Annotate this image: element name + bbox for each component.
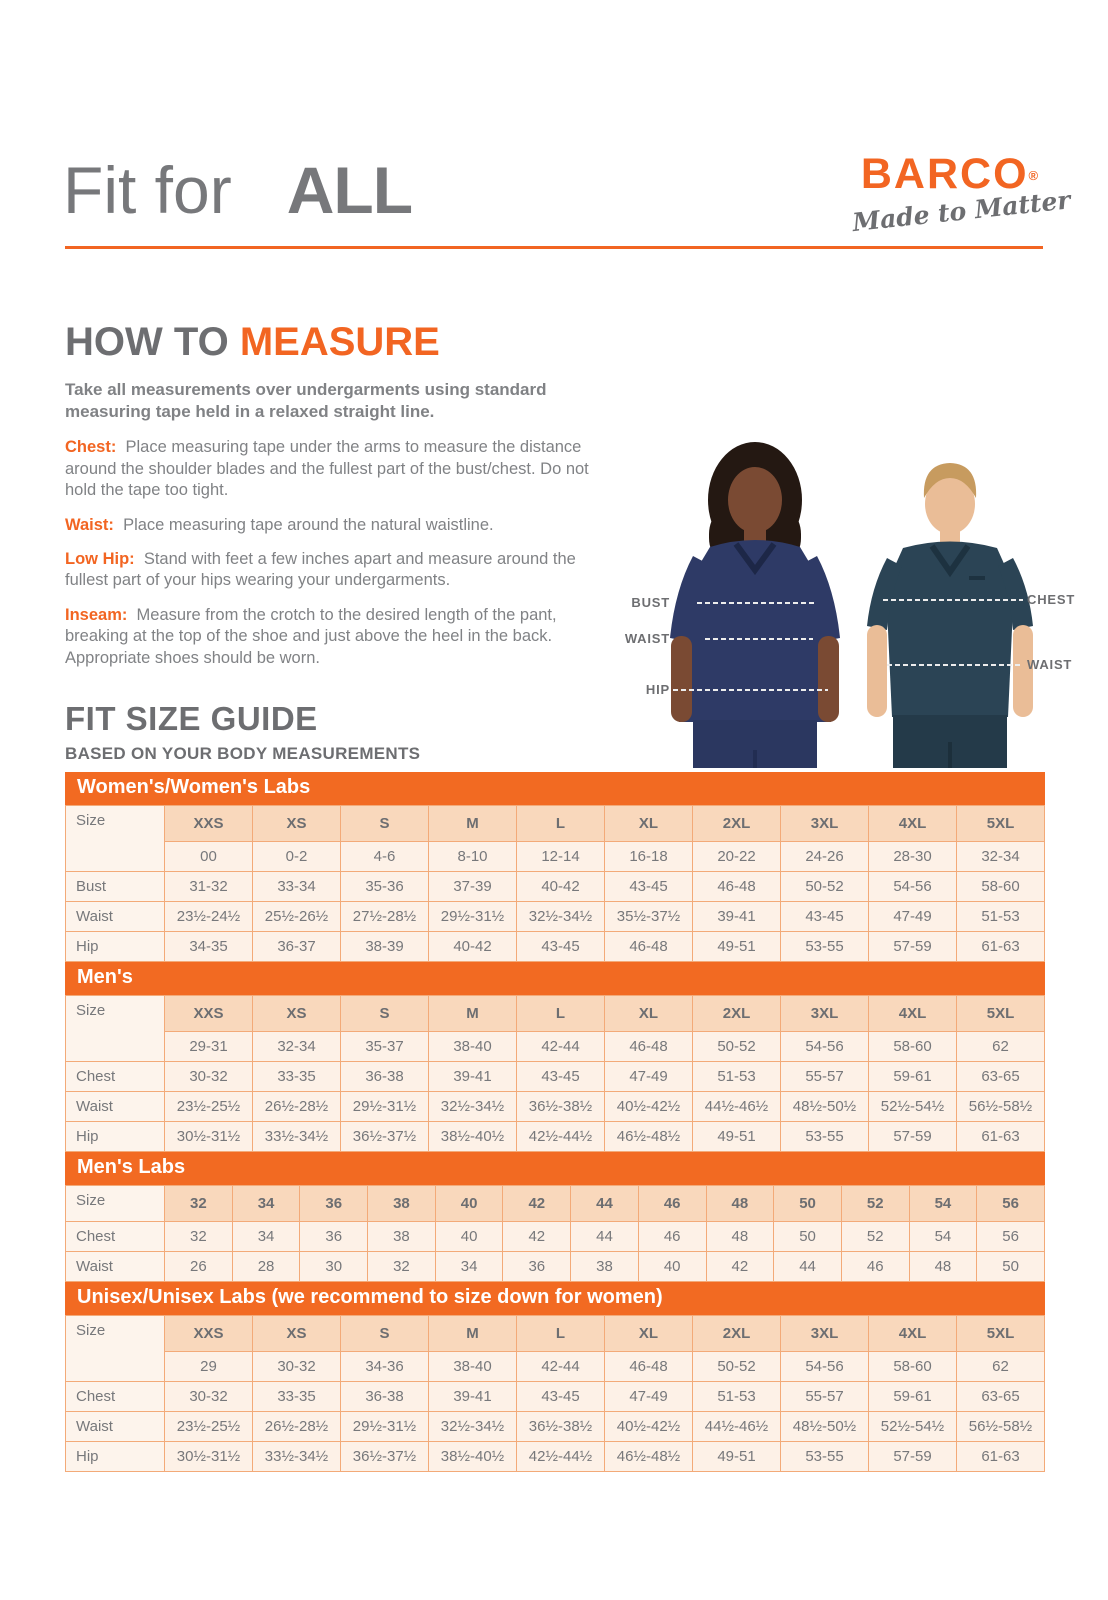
measurement-cell: 33-34 [253, 872, 341, 902]
size-header-cell: XXS [165, 996, 253, 1032]
measurement-cell: 51-53 [693, 1382, 781, 1412]
size-header-cell: 2XL [693, 996, 781, 1032]
size-header-cell: XL [605, 1316, 693, 1352]
size-row-label: Size [66, 806, 165, 872]
how-to-measure-heading [65, 320, 590, 365]
size-header-cell: 4XL [869, 1316, 957, 1352]
size-header-cell: M [429, 806, 517, 842]
size-header-cell: 2XL [693, 806, 781, 842]
measurement-cell: 51-53 [957, 902, 1045, 932]
measurement-cell: 34 [435, 1252, 503, 1282]
size-table [65, 805, 1045, 962]
brand-name [852, 150, 1047, 198]
registered-mark: ® [1028, 168, 1039, 183]
size-header-cell: 54 [909, 1186, 977, 1222]
size-header-cell: XL [605, 806, 693, 842]
measure-item-label: Inseam: [65, 605, 128, 624]
measurement-cell: 54 [909, 1222, 977, 1252]
measurement-cell: 30½-31½ [165, 1122, 253, 1152]
row-label: Bust [66, 872, 165, 902]
measurement-cell: 29½-31½ [341, 1412, 429, 1442]
size-header-cell: 5XL [957, 806, 1045, 842]
measurement-cell: 43-45 [517, 932, 605, 962]
size-number-cell: 58-60 [869, 1032, 957, 1062]
size-table [65, 1315, 1045, 1472]
measurement-row [66, 1412, 1045, 1442]
table-title-band: Men's Labs [65, 1152, 1045, 1185]
measurement-cell: 32½-34½ [429, 1412, 517, 1442]
measurement-cell: 29½-31½ [429, 902, 517, 932]
size-header-cell: XXS [165, 1316, 253, 1352]
size-header-cell: 56 [977, 1186, 1045, 1222]
measurement-row [66, 902, 1045, 932]
measurement-cell: 34 [232, 1222, 300, 1252]
size-number-cell: 54-56 [781, 1032, 869, 1062]
size-number-cell: 28-30 [869, 842, 957, 872]
measurement-cell: 29½-31½ [341, 1092, 429, 1122]
measurement-cell: 43-45 [781, 902, 869, 932]
measurement-cell: 33½-34½ [253, 1442, 341, 1472]
table-title-band: Men's [65, 962, 1045, 995]
measurement-cell: 23½-25½ [165, 1092, 253, 1122]
size-table [65, 995, 1045, 1152]
size-number-cell: 50-52 [693, 1032, 781, 1062]
size-number-cell: 42-44 [517, 1032, 605, 1062]
fit-size-guide-section [65, 700, 1045, 1472]
size-number-cell: 29-31 [165, 1032, 253, 1062]
size-header-cell: S [341, 996, 429, 1032]
measurement-cell: 33½-34½ [253, 1122, 341, 1152]
size-number-cell: 58-60 [869, 1352, 957, 1382]
size-header-cell: 4XL [869, 806, 957, 842]
row-label: Waist [66, 1412, 165, 1442]
measurement-cell: 57-59 [869, 1122, 957, 1152]
measurement-cell: 27½-28½ [341, 902, 429, 932]
size-number-cell: 4-6 [341, 842, 429, 872]
size-number-cell: 46-48 [605, 1352, 693, 1382]
measurement-cell: 36 [300, 1222, 368, 1252]
size-header-cell: L [517, 996, 605, 1032]
size-header-cell: 32 [165, 1186, 233, 1222]
measurement-cell: 38 [571, 1252, 639, 1282]
size-number-row [66, 1032, 1045, 1062]
measurement-cell: 50 [977, 1252, 1045, 1282]
size-header-cell: 5XL [957, 996, 1045, 1032]
measurement-cell: 48½-50½ [781, 1412, 869, 1442]
measurement-cell: 33-35 [253, 1382, 341, 1412]
measurement-cell: 30 [300, 1252, 368, 1282]
size-header-cell: XL [605, 996, 693, 1032]
measurement-cell: 40 [638, 1252, 706, 1282]
measurement-cell: 50-52 [781, 872, 869, 902]
measurement-row [66, 1222, 1045, 1252]
measure-item-chest [65, 437, 590, 501]
measurement-cell: 32½-34½ [517, 902, 605, 932]
size-number-cell: 00 [165, 842, 253, 872]
measurement-cell: 54-56 [869, 872, 957, 902]
brand-name-text: BARCO [860, 150, 1029, 198]
measurement-cell: 46½-48½ [605, 1442, 693, 1472]
page-title-light: Fit for [63, 153, 232, 227]
size-header-cell: 46 [638, 1186, 706, 1222]
row-label: Chest [66, 1222, 165, 1252]
size-header-cell: 3XL [781, 1316, 869, 1352]
size-number-cell: 29 [165, 1352, 253, 1382]
measurement-cell: 39-41 [429, 1062, 517, 1092]
measurement-cell: 30-32 [165, 1382, 253, 1412]
measure-item-text: Place measuring tape under the arms to measure the distance around the shoulder blades and the fullest part of the bust/chest. Do not hold the tape too tight. [65, 438, 589, 500]
size-header-row [66, 1316, 1045, 1352]
measurement-cell: 51-53 [693, 1062, 781, 1092]
measurement-cell: 26½-28½ [253, 1092, 341, 1122]
measurement-row [66, 1442, 1045, 1472]
measurement-cell: 40½-42½ [605, 1412, 693, 1442]
size-header-cell: XS [253, 996, 341, 1032]
measurement-cell: 40-42 [429, 932, 517, 962]
measurement-cell: 44 [774, 1252, 842, 1282]
size-number-cell: 38-40 [429, 1352, 517, 1382]
measurement-cell: 23½-24½ [165, 902, 253, 932]
header-divider [65, 246, 1043, 249]
size-number-cell: 50-52 [693, 1352, 781, 1382]
measurement-cell: 36-38 [341, 1382, 429, 1412]
measurement-cell: 53-55 [781, 1122, 869, 1152]
measurement-cell: 31-32 [165, 872, 253, 902]
measurement-cell: 52½-54½ [869, 1092, 957, 1122]
size-header-row [66, 996, 1045, 1032]
size-header-cell: XS [253, 806, 341, 842]
measurement-cell: 56½-58½ [957, 1412, 1045, 1442]
measurement-row [66, 1092, 1045, 1122]
measurement-cell: 44½-46½ [693, 1092, 781, 1122]
row-label: Hip [66, 932, 165, 962]
size-header-cell: 40 [435, 1186, 503, 1222]
size-number-cell: 54-56 [781, 1352, 869, 1382]
measurement-cell: 47-49 [605, 1062, 693, 1092]
size-number-cell: 30-32 [253, 1352, 341, 1382]
male-waist-label: WAIST [1027, 657, 1073, 672]
measurement-cell: 26½-28½ [253, 1412, 341, 1442]
table-title-band: Unisex/Unisex Labs (we recommend to size down for women) [65, 1282, 1045, 1315]
measure-intro: Take all measurements over undergarments using standard measuring tape held in a relaxed straight line. [65, 380, 547, 422]
measurement-cell: 38 [368, 1222, 436, 1252]
measurement-cell: 52 [841, 1222, 909, 1252]
size-header-cell: 44 [571, 1186, 639, 1222]
size-number-cell: 32-34 [957, 842, 1045, 872]
measurement-cell: 47-49 [605, 1382, 693, 1412]
measurement-cell: 36 [503, 1252, 571, 1282]
size-number-cell: 16-18 [605, 842, 693, 872]
size-header-row [66, 806, 1045, 842]
size-number-cell: 62 [957, 1032, 1045, 1062]
measure-item-inseam [65, 605, 590, 669]
size-header-cell: 2XL [693, 1316, 781, 1352]
brand-logo [851, 150, 1072, 238]
measurement-cell: 58-60 [957, 872, 1045, 902]
size-header-cell: 50 [774, 1186, 842, 1222]
measurement-cell: 37-39 [429, 872, 517, 902]
measurement-cell: 39-41 [429, 1382, 517, 1412]
measurement-cell: 48½-50½ [781, 1092, 869, 1122]
measurement-cell: 43-45 [605, 872, 693, 902]
bust-label: BUST [631, 595, 670, 610]
size-header-cell: 42 [503, 1186, 571, 1222]
size-number-cell: 32-34 [253, 1032, 341, 1062]
heading-orange-part: MEASURE [239, 320, 440, 364]
size-header-cell: M [429, 996, 517, 1032]
measurement-cell: 63-65 [957, 1062, 1045, 1092]
row-label: Chest [66, 1382, 165, 1412]
size-number-cell: 24-26 [781, 842, 869, 872]
measurement-cell: 40 [435, 1222, 503, 1252]
measure-item-text: Place measuring tape around the natural waistline. [123, 515, 494, 534]
measure-item-text: Measure from the crotch to the desired length of the pant, breaking at the top of the shoe and just above the heel in the back. Appropriate shoes should be worn. [65, 605, 557, 667]
measurement-cell: 26 [165, 1252, 233, 1282]
measurement-cell: 56 [977, 1222, 1045, 1252]
measurement-cell: 36½-37½ [341, 1442, 429, 1472]
measurement-cell: 46-48 [605, 932, 693, 962]
measurement-row [66, 1382, 1045, 1412]
size-header-cell: XS [253, 1316, 341, 1352]
measurement-cell: 36½-38½ [517, 1092, 605, 1122]
size-number-cell: 12-14 [517, 842, 605, 872]
measurement-cell: 57-59 [869, 932, 957, 962]
measurement-row [66, 1062, 1045, 1092]
measurement-cell: 55-57 [781, 1062, 869, 1092]
measurement-cell: 49-51 [693, 1122, 781, 1152]
size-header-cell: 4XL [869, 996, 957, 1032]
row-label: Chest [66, 1062, 165, 1092]
size-number-row [66, 842, 1045, 872]
size-header-cell: L [517, 1316, 605, 1352]
measurement-cell: 59-61 [869, 1062, 957, 1092]
size-guide-subheading: BASED ON YOUR BODY MEASUREMENTS [65, 744, 421, 763]
measurement-cell: 46½-48½ [605, 1122, 693, 1152]
chest-label: CHEST [1027, 592, 1076, 607]
measurement-cell: 46 [638, 1222, 706, 1252]
size-header-cell: 36 [300, 1186, 368, 1222]
measurement-cell: 53-55 [781, 1442, 869, 1472]
heading-gray-part: HOW TO [65, 320, 229, 364]
measurement-row [66, 1122, 1045, 1152]
measurement-cell: 32½-34½ [429, 1092, 517, 1122]
size-header-cell: XXS [165, 806, 253, 842]
measurement-cell: 42 [503, 1222, 571, 1252]
row-label: Waist [66, 1252, 165, 1282]
measurement-cell: 36-38 [341, 1062, 429, 1092]
size-header-cell: L [517, 806, 605, 842]
size-number-cell: 0-2 [253, 842, 341, 872]
measurement-cell: 61-63 [957, 1442, 1045, 1472]
measure-item-low-hip [65, 549, 590, 592]
size-number-cell: 20-22 [693, 842, 781, 872]
row-label: Hip [66, 1442, 165, 1472]
measurement-row [66, 932, 1045, 962]
page-title [63, 152, 412, 228]
size-header-cell: 38 [368, 1186, 436, 1222]
measurement-cell: 34-35 [165, 932, 253, 962]
size-number-cell: 8-10 [429, 842, 517, 872]
size-header-cell: 48 [706, 1186, 774, 1222]
measurement-cell: 50 [774, 1222, 842, 1252]
table-title-band: Women's/Women's Labs [65, 772, 1045, 805]
brand-tagline: Made to Matter [851, 185, 1072, 238]
female-waist-label: WAIST [624, 631, 670, 646]
measurement-cell: 42½-44½ [517, 1122, 605, 1152]
size-header-cell: 3XL [781, 806, 869, 842]
row-label: Waist [66, 902, 165, 932]
measurement-cell: 44 [571, 1222, 639, 1252]
page-title-bold: ALL [286, 153, 413, 227]
measurement-cell: 49-51 [693, 1442, 781, 1472]
measure-item-waist [65, 515, 590, 536]
size-number-cell: 38-40 [429, 1032, 517, 1062]
measurement-cell: 49-51 [693, 932, 781, 962]
size-number-cell: 46-48 [605, 1032, 693, 1062]
measurement-cell: 36-37 [253, 932, 341, 962]
size-header-cell: S [341, 806, 429, 842]
size-row-label: Size [66, 1186, 165, 1222]
size-guide-heading: FIT SIZE GUIDE [65, 700, 318, 737]
size-header-cell: 34 [232, 1186, 300, 1222]
measurement-cell: 36½-38½ [517, 1412, 605, 1442]
measurement-cell: 61-63 [957, 932, 1045, 962]
size-row-label: Size [66, 1316, 165, 1382]
measurement-cell: 48 [909, 1252, 977, 1282]
row-label: Waist [66, 1092, 165, 1122]
measurement-cell: 47-49 [869, 902, 957, 932]
measurement-cell: 30½-31½ [165, 1442, 253, 1472]
how-to-measure-section [65, 320, 590, 682]
measurement-cell: 46-48 [693, 872, 781, 902]
measurement-cell: 40½-42½ [605, 1092, 693, 1122]
measure-item-label: Chest: [65, 438, 117, 457]
row-label: Hip [66, 1122, 165, 1152]
measurement-cell: 38½-40½ [429, 1122, 517, 1152]
measurement-cell: 35½-37½ [605, 902, 693, 932]
measurement-cell: 25½-26½ [253, 902, 341, 932]
measurement-row [66, 1252, 1045, 1282]
measurement-cell: 28 [232, 1252, 300, 1282]
measurement-cell: 55-57 [781, 1382, 869, 1412]
measurement-cell: 53-55 [781, 932, 869, 962]
measurement-cell: 42 [706, 1252, 774, 1282]
measurement-cell: 38-39 [341, 932, 429, 962]
measurement-cell: 39-41 [693, 902, 781, 932]
measurement-cell: 35-36 [341, 872, 429, 902]
measurement-cell: 57-59 [869, 1442, 957, 1472]
measurement-cell: 40-42 [517, 872, 605, 902]
size-table [65, 1185, 1045, 1282]
measurement-row [66, 872, 1045, 902]
size-number-cell: 42-44 [517, 1352, 605, 1382]
size-number-cell: 35-37 [341, 1032, 429, 1062]
page-title-space [250, 153, 268, 227]
measurement-cell: 59-61 [869, 1382, 957, 1412]
measurement-cell: 32 [368, 1252, 436, 1282]
size-header-cell: M [429, 1316, 517, 1352]
size-header-cell: 52 [841, 1186, 909, 1222]
measure-item-label: Low Hip: [65, 549, 135, 568]
measurement-cell: 32 [165, 1222, 233, 1252]
measurement-cell: 36½-37½ [341, 1122, 429, 1152]
measurement-cell: 46 [841, 1252, 909, 1282]
measurement-cell: 43-45 [517, 1382, 605, 1412]
size-header-row [66, 1186, 1045, 1222]
size-number-row [66, 1352, 1045, 1382]
size-tables [65, 772, 1045, 1472]
size-header-cell: 3XL [781, 996, 869, 1032]
measurement-cell: 38½-40½ [429, 1442, 517, 1472]
measurement-cell: 56½-58½ [957, 1092, 1045, 1122]
measurement-cell: 63-65 [957, 1382, 1045, 1412]
size-row-label: Size [66, 996, 165, 1062]
measurement-cell: 42½-44½ [517, 1442, 605, 1472]
size-header-cell: 5XL [957, 1316, 1045, 1352]
size-number-cell: 62 [957, 1352, 1045, 1382]
measurement-cell: 43-45 [517, 1062, 605, 1092]
measurement-cell: 52½-54½ [869, 1412, 957, 1442]
measurement-cell: 44½-46½ [693, 1412, 781, 1442]
measurement-cell: 30-32 [165, 1062, 253, 1092]
measure-item-text: Stand with feet a few inches apart and measure around the fullest part of your hips wearing your undergarments. [65, 549, 576, 590]
measure-item-label: Waist: [65, 515, 114, 534]
measurement-cell: 23½-25½ [165, 1412, 253, 1442]
measurement-cell: 61-63 [957, 1122, 1045, 1152]
size-number-cell: 34-36 [341, 1352, 429, 1382]
measurement-cell: 33-35 [253, 1062, 341, 1092]
hip-label: HIP [645, 682, 670, 697]
measurement-cell: 48 [706, 1222, 774, 1252]
size-header-cell: S [341, 1316, 429, 1352]
